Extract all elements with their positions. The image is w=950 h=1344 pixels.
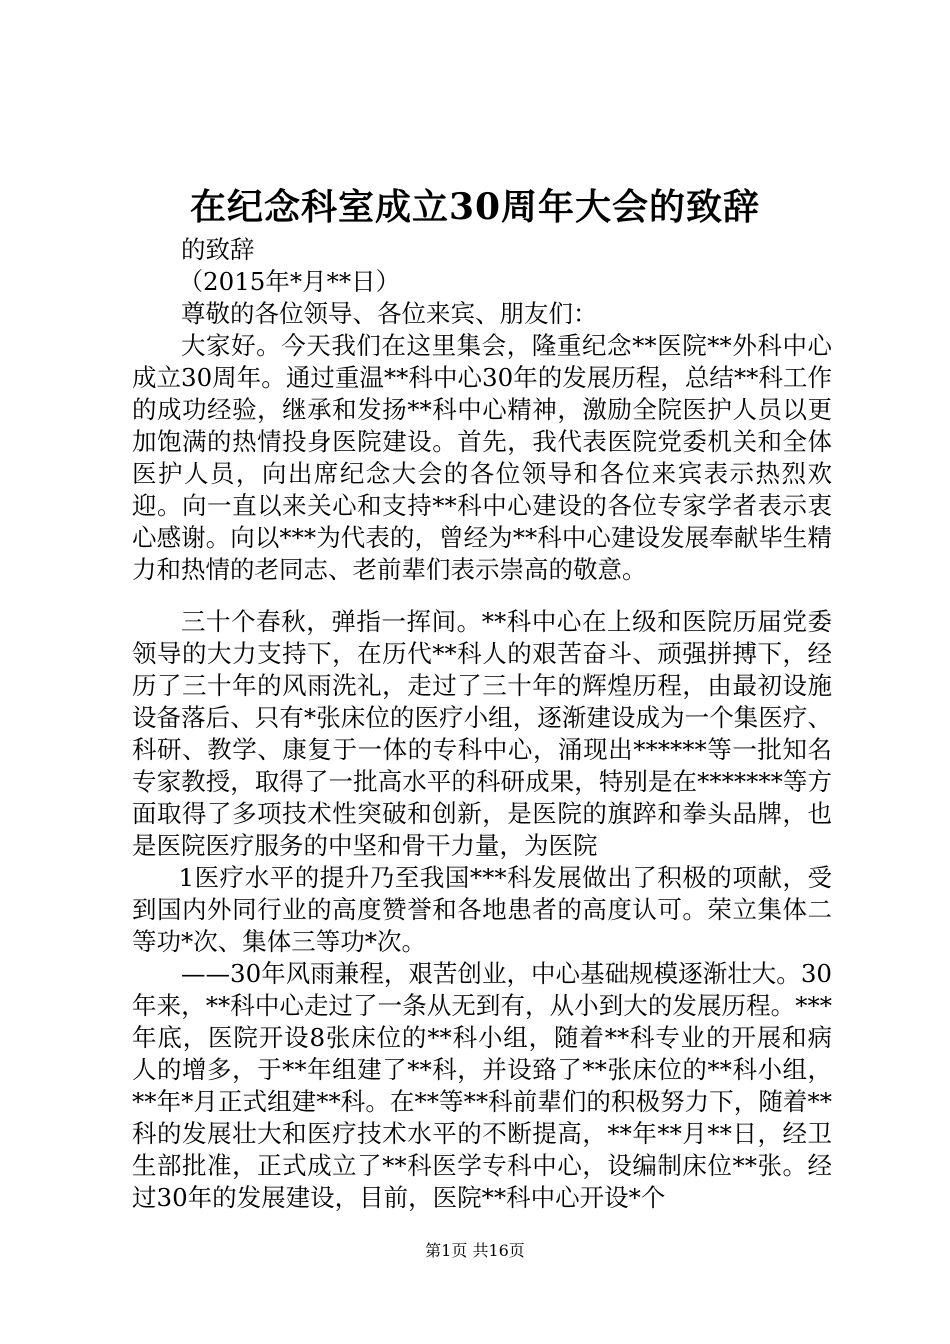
paragraph-opening: 大家好。今天我们在这里集会，隆重纪念**医院**外科中心成立30周年。通过重温**科中心30年的发展历程，总结**科工作的成功经验，继承和发扬**科中心精神，激励全院医护人员以更加饱满的热情投身医院建设。首先，我代表医院党委机关和全体医护人员，向出席纪念大会的各位领导和各位来宾表示热烈欢迎。向一直以来关心和支持**科中心建设的各位专家学者表示衷心感谢。向以***为代表的，曾经为**科中心建设发展奉献毕生精力和热情的老同志、老前辈们表示崇高的敬意。: [132, 331, 832, 584]
paragraph-date: （2015年*月**日）: [178, 267, 401, 296]
document-title: 在纪念科室成立30周年大会的致辞: [189, 186, 761, 228]
paragraph-subtitle: 的致辞: [181, 235, 255, 264]
paragraph-history: 三十个春秋，弹指一挥间。**科中心在上级和医院历届党委领导的大力支持下，在历代**科人的艰苦奋斗、顽强拼搏下，经历了三十年的风雨洗礼，走过了三十年的辉煌历程，由最初设施设备落后、只有*张床位的医疗小组，逐渐建设成为一个集医疗、科研、教学、康复于一体的专科中心，涌现出******等一批知名专家教授，取得了一批高水平的科研成果，特别是在*******等方面取得了多项技术性突破和创新，是医院的旗踤和拳头品牌，也是医院医疗服务的中坚和骨干力量，为医院: [132, 607, 832, 860]
document-body: [132, 234, 832, 1214]
paragraph-contribution: 1医疗水平的提升乃至我国***科发展做出了积极的项献，受到国内外同行业的高度赞誉和各地患者的高度认可。荣立集体二等功*次、集体三等功*次。: [132, 863, 832, 956]
paragraph-salutation: 尊敬的各位领导、各位来宾、朋友们：: [181, 299, 598, 328]
paragraph-gap: [132, 586, 832, 606]
paragraph-development: ——30年风雨兼程，艰苦创业，中心基础规模逐渐壮大。30年来，**科中心走过了一条从无到有，从小到大的发展历程。***年底，医院开设8张床位的**科小组，随着**科专业的开展和病人的增多，于**年组建了**科，并设臵了**张床位的**科小组，**年*月正式组建**科。在**等**科前辈们的积极努力下，随着**科的发展壮大和医疗技术水平的不断提高，**年**月**日，经卫生部批准，正式成立了**科医学专科中心，设编制床位**张。经过30年的发展建设，目前，医院**科中心开设*个: [132, 959, 832, 1212]
page-footer: 第1页 共16页: [425, 1241, 525, 1260]
